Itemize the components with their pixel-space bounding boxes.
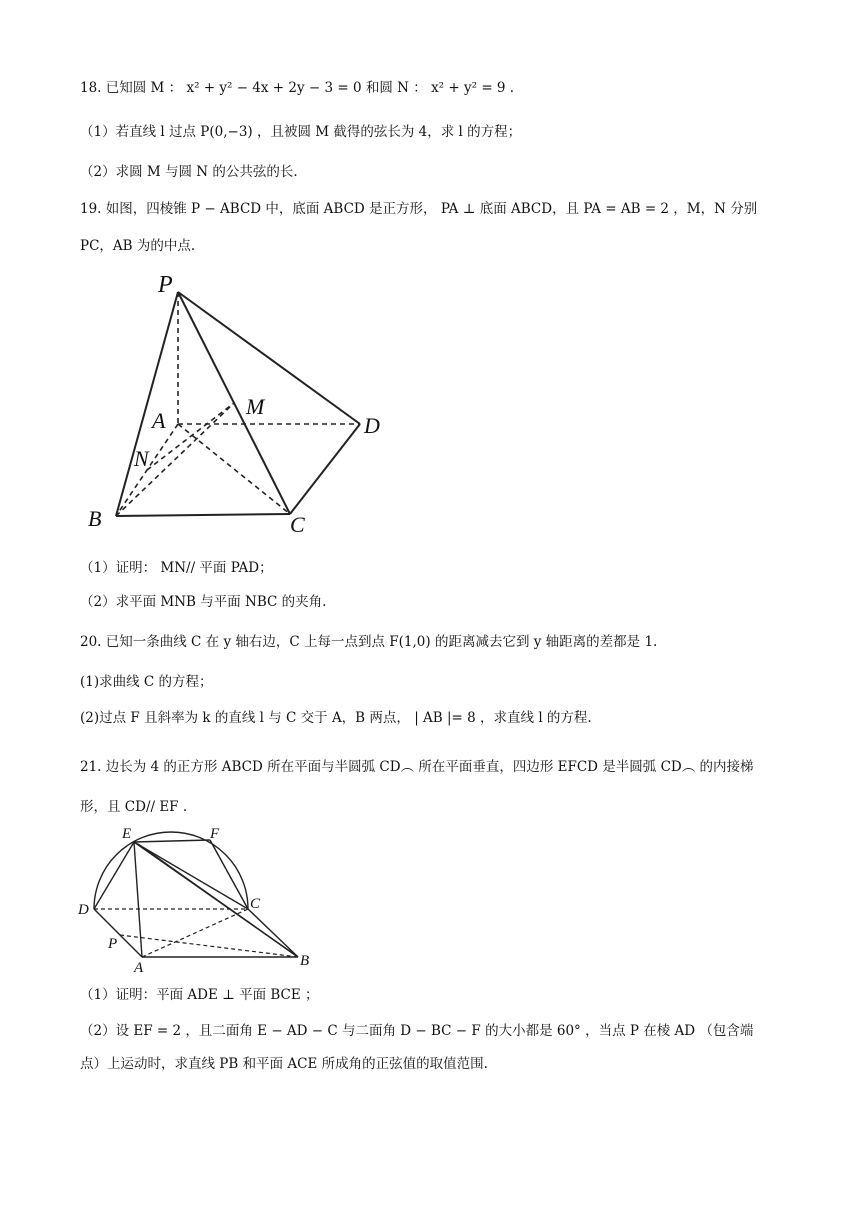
pyramid-label-b: B: [88, 506, 102, 531]
pyramid-label-a: A: [152, 408, 166, 433]
problem-21-question-2-line-2: 点）上运动时，求直线 PB 和平面 ACE 所成角的正弦值的取值范围.: [80, 1056, 488, 1072]
problem-18-stem: 18. 已知圆 M ： x² + y² − 4x + 2y − 3 = 0 和圆 N ： x² + y² = 9 .: [80, 80, 515, 96]
pyramid-label-d: D: [364, 413, 380, 438]
pyramid-label-p: P: [158, 272, 173, 298]
problem-20-stem: 20. 已知一条曲线 C 在 y 轴右边，C 上每一点到点 F(1,0) 的距离减去它到 y 轴距离的差都是 1.: [80, 634, 658, 650]
problem-19-question-2: （2）求平面 MNB 与平面 NBC 的夹角.: [80, 594, 327, 610]
problem-21-question-1: （1）证明：平面 ADE ⊥ 平面 BCE ；: [80, 987, 319, 1003]
problem-19-stem-line-1: 19. 如图，四棱锥 P − ABCD 中，底面 ABCD 是正方形， PA ⊥ 底面 ABCD，且 PA = AB = 2 ，M，N 分别: [80, 201, 758, 217]
trapezoid-label-c: C: [250, 896, 261, 912]
pyramid-label-c: C: [290, 512, 305, 537]
problem-19-stem-line-2: PC，AB 为的中点.: [80, 238, 196, 254]
problem-18-question-2: （2）求圆 M 与圆 N 的公共弦的长.: [80, 164, 298, 180]
problem-21-stem-line-1: 21. 边长为 4 的正方形 ABCD 所在平面与半圆弧 CD︵ 所在平面垂直，四边形 EFCD 是半圆弧 CD︵ 的内接梯: [80, 759, 754, 775]
trapezoid-label-b: B: [300, 953, 310, 969]
trapezoid-label-e: E: [122, 826, 132, 842]
pyramid-label-m: M: [246, 394, 265, 419]
trapezoid-label-p: P: [108, 936, 118, 952]
problem-18-question-1: （1）若直线 l 过点 P(0,−3) ，且被圆 M 截得的弦长为 4，求 l 的方程；: [80, 124, 522, 140]
problem-20-question-2: (2)过点 F 且斜率为 k 的直线 l 与 C 交于 A，B 两点， | AB |= 8 ，求直线 l 的方程.: [80, 710, 592, 726]
trapezoid-label-f: F: [210, 826, 220, 842]
problem-21-question-2-line-1: （2）设 EF = 2 ，且二面角 E − AD − C 与二面角 D − BC − F 的大小都是 60° ，当点 P 在棱 AD （包含端: [80, 1023, 754, 1039]
trapezoid-label-a: A: [134, 960, 144, 974]
trapezoid-semicircle-figure: [76, 822, 326, 974]
trapezoid-label-d: D: [78, 902, 89, 918]
problem-21-stem-line-2: 形，且 CD// EF .: [80, 799, 188, 815]
problem-20-question-1: (1)求曲线 C 的方程；: [80, 674, 213, 690]
pyramid-label-n: N: [134, 446, 149, 471]
pyramid-figure: [80, 268, 400, 538]
problem-19-question-1: （1）证明： MN// 平面 PAD；: [80, 560, 273, 576]
